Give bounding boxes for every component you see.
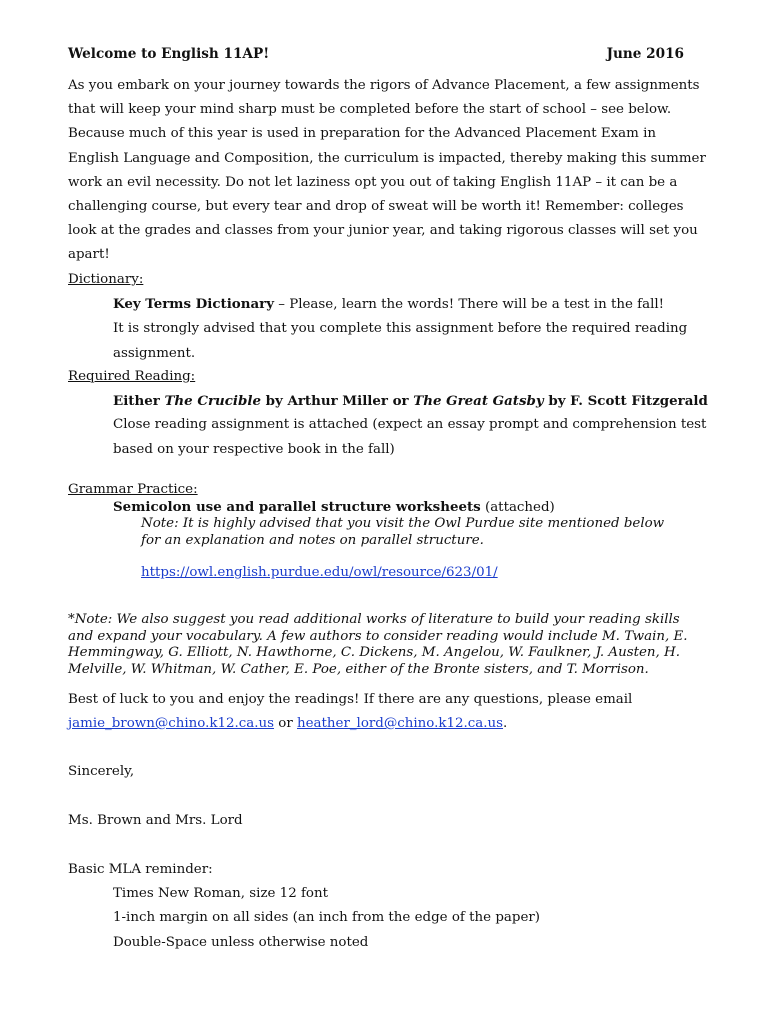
intro-paragraph: As you embark on your journey towards the rigors of Advance Placement, a few assignments that will keep your mind sharp must be completed before the start of school – see below. Because much of this year is used in preparation for the Advanced Placement Exam in English Language and Composition, the curriculum is impacted, thereby making this summer work an evil necessity. Do not let laziness opt you out of taking English 11AP – it can be a challenging course, but every tear and drop of sweat will be worth it! Remember: colleges look at the grades and classes from your junior year, and taking rigorous classes will set you apart! — [68, 78, 706, 263]
owl-purdue-link[interactable]: https://owl.english.purdue.edu/owl/resource/623/01/ — [141, 565, 498, 581]
dictionary-heading: Dictionary: — [68, 272, 144, 287]
email-link-jamie[interactable]: jamie_brown@chino.k12.ca.us — [68, 716, 275, 732]
email-link-heather[interactable]: heather_lord@chino.k12.ca.us — [297, 716, 504, 732]
document-page — [68, 46, 708, 950]
reading-heading: Required Reading: — [68, 369, 196, 384]
email-or: or — [274, 716, 297, 732]
reading-description: Close reading assignment is attached (expect an essay prompt and comprehension test based on your respective book in the fall) — [113, 417, 707, 457]
dictionary-item-title: Key Terms Dictionary — [113, 296, 274, 313]
book-crucible: The Crucible — [164, 393, 261, 410]
reading-section — [68, 365, 728, 462]
reading-by2: by F. Scott Fitzgerald — [543, 393, 708, 410]
dictionary-section — [68, 268, 728, 366]
mla-section — [68, 858, 728, 955]
letter-date: June 2016 — [606, 46, 684, 62]
closing-luck: Best of luck to you and enjoy the readings! If there are any questions, please email — [68, 692, 633, 707]
contact-emails — [68, 712, 728, 736]
dictionary-item-text: – Please, learn the words! There will be a test in the fall! — [273, 297, 665, 313]
grammar-section — [68, 482, 728, 580]
book-gatsby: The Great Gatsby — [413, 393, 544, 410]
reading-suggestion-note: *Note: We also suggest you read additional works of literature to build your reading skills and expand your vocabulary. A few authors to consider reading would include M. Twain, E. Hemmingway, G. Elliott, N. Hawthorne, C. Dickens, M. Angelou, W. Faulkner, J. Austen, H. Melville, W. Whitman, W. Cather, E. Poe, either of the Bronte sisters, and T. Morrison. — [68, 612, 688, 677]
dictionary-item — [68, 292, 728, 317]
mla-item: Times New Roman, size 12 font — [113, 886, 328, 902]
mla-item: Double-Space unless otherwise noted — [113, 934, 369, 950]
mla-item: 1-inch margin on all sides (an inch from the edge of the paper) — [113, 910, 540, 926]
mla-heading: Basic MLA reminder: — [68, 862, 213, 877]
grammar-note: Note: It is highly advised that you visit the Owl Purdue site mentioned below for an explanation and notes on parallel structure. — [141, 516, 665, 548]
dictionary-advice: It is strongly advised that you complete this assignment before the required reading assignment. — [113, 321, 688, 361]
reading-by1: by Arthur Miller or — [261, 393, 414, 410]
email-period: . — [503, 716, 508, 732]
letter-header — [68, 46, 684, 62]
grammar-item — [68, 499, 728, 517]
closing-sincerely: Sincerely, — [68, 764, 135, 780]
grammar-item-title: Semicolon use and parallel structure worksheets — [113, 498, 481, 515]
reading-books — [68, 389, 728, 413]
closing-section — [68, 688, 728, 833]
reading-either: Either — [113, 393, 165, 410]
signature: Ms. Brown and Mrs. Lord — [68, 812, 243, 828]
grammar-item-suffix: (attached) — [480, 499, 555, 515]
grammar-heading: Grammar Practice: — [68, 482, 198, 497]
letter-title: Welcome to English 11AP! — [68, 46, 270, 62]
